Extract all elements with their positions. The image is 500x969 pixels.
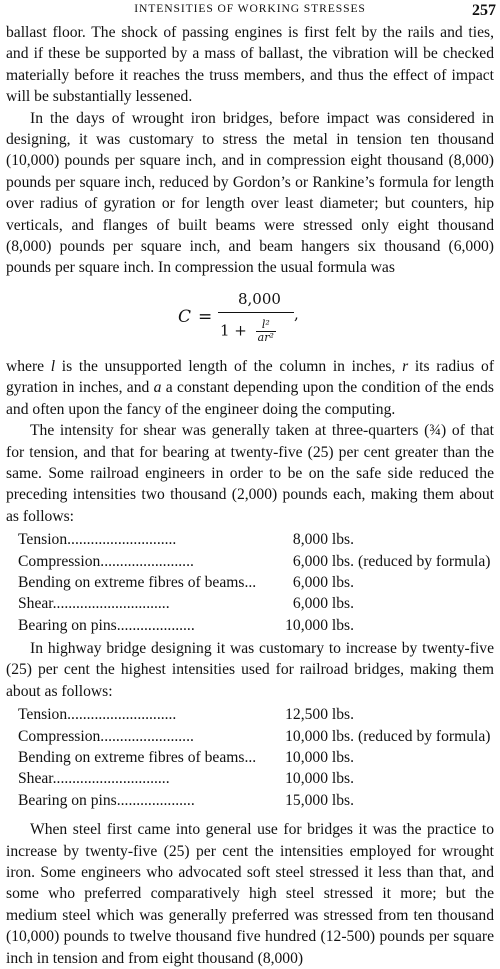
table-row (18, 593, 494, 614)
stress-note (354, 768, 358, 789)
stress-note (354, 704, 358, 725)
stress-label: Shear.............................. (18, 595, 170, 613)
stress-value: 10,000 lbs. (285, 616, 354, 634)
stress-label: Shear.............................. (18, 770, 170, 788)
page-number: 257 (472, 2, 496, 19)
stress-label: Compression........................ (18, 727, 194, 745)
stress-label: Bending on extreme fibres of beams... (18, 573, 257, 591)
stress-value: 12,500 lbs. (285, 706, 354, 724)
formula-comma: , (294, 304, 299, 323)
running-head (0, 0, 500, 22)
stress-value: 8,000 lbs. (292, 531, 354, 549)
table-row (18, 572, 494, 593)
table-row (18, 615, 494, 636)
formula-fraction-bar (218, 312, 294, 313)
stress-label: Bending on extreme fibres of beams... (18, 749, 257, 767)
def-text-3: its radius of gyration in inches, and (6, 357, 495, 397)
stress-value: 6,000 lbs. (292, 552, 354, 570)
stress-label: Tension............................ (18, 706, 177, 724)
paragraph-highway: In highway bridge designing it was customary to increase by twenty-five (25) per cent the highest intensities used for railroad bridges, making them about as follows: (6, 640, 494, 700)
formula-inner-numerator: l² (256, 319, 276, 332)
table-row (18, 529, 494, 550)
formula-denominator (220, 319, 276, 344)
stress-label: Bearing on pins.................... (18, 616, 195, 634)
stress-label: Tension............................ (18, 531, 177, 549)
paragraph-formula-definition (6, 356, 494, 420)
table-row (18, 790, 494, 811)
stress-value: 10,000 lbs. (285, 749, 354, 767)
table-row (18, 704, 494, 725)
railroad-stress-table (18, 529, 494, 636)
table-row (18, 726, 494, 747)
stress-value: 15,000 lbs. (285, 791, 354, 809)
stress-note (354, 593, 358, 614)
formula-numerator: 8,000 (238, 289, 281, 308)
paragraph-wrought-iron: In the days of wrought iron bridges, before impact was considered in designing, it was customary to stress the metal in tension ten thousand (10,000) pounds per square inch, and in compression eight thousand (8,000) pounds per square inch, reduced by Gordon’s or Rankine’s formula for length over radius of gyration or for length over least diameter; but counters, hip verticals, and flanges of built beams were stressed only eight thousand (8,000) pounds per square inch, and beam hangers six thousand (6,000) pounds per square inch. In compression the usual formula was (6, 109, 494, 277)
formula-inner-fraction (256, 319, 276, 344)
stress-note (354, 615, 358, 636)
formula-inner-denominator: ar² (257, 330, 274, 344)
stress-note (354, 790, 358, 811)
def-text-2: is the unsupported length of the column in inches, (55, 357, 403, 375)
table-row (18, 768, 494, 789)
paragraph-steel: When steel first came into general use for bridges it was the practice to increase by twenty-five (25) per cent the intensities employed for wrought iron. Some engineers who advocated soft steel stressed it less than that, and some who preferred comparatively high steel stressed it more; but the medium steel which was generally preferred was stressed from ten thousand (10,000) pounds to twelve thousand five hundred (12-500) pounds per square inch in tension and from eight thousand (8,000) (6, 821, 494, 967)
def-var-r: r (402, 357, 409, 375)
table-row (18, 747, 494, 768)
running-title: INTENSITIES OF WORKING STRESSES (134, 2, 366, 15)
stress-note (354, 529, 358, 550)
paragraph-ballast: ballast floor. The shock of passing engines is first felt by the rails and ties, and if these be supported by a mass of ballast, the vibration will be checked materially before it reaches the truss members, and thus the effect of impact will be substantially lessened. (6, 24, 494, 106)
stress-note (354, 572, 358, 593)
stress-note: (reduced by formula) (358, 552, 491, 570)
stress-value: 10,000 lbs. (285, 770, 354, 788)
stress-value: 10,000 lbs. (285, 727, 354, 745)
formula-equals: = (198, 306, 213, 327)
stress-value: 6,000 lbs. (292, 595, 354, 613)
stress-note (354, 747, 358, 768)
highway-stress-table (18, 704, 494, 811)
paragraph-shear-intensity: The intensity for shear was generally taken at three-quarters (¾) of that for tension, and that for bearing at twenty-five (25) per cent greater than the same. Some railroad engineers in order to be on the safe side reduced the preceding intensities two thousand (2,000) pounds each, making them about as follows: (6, 422, 494, 525)
gordon-formula (6, 279, 494, 356)
table-row (18, 551, 494, 572)
formula-denominator-prefix: 1 + (220, 321, 247, 340)
stress-label: Bearing on pins.................... (18, 791, 195, 809)
def-text-4: a constant depending upon the condition of the ends and often upon the fancy of the engineer doing the computing. (6, 379, 494, 418)
def-var-l: l (50, 357, 56, 375)
formula-lhs: C (178, 306, 192, 327)
stress-value: 6,000 lbs. (292, 573, 354, 591)
stress-note: (reduced by formula) (358, 727, 491, 745)
stress-label: Compression........................ (18, 552, 194, 570)
def-text-1: where (6, 357, 51, 375)
body-text (6, 22, 494, 969)
def-var-a: a (153, 379, 162, 397)
